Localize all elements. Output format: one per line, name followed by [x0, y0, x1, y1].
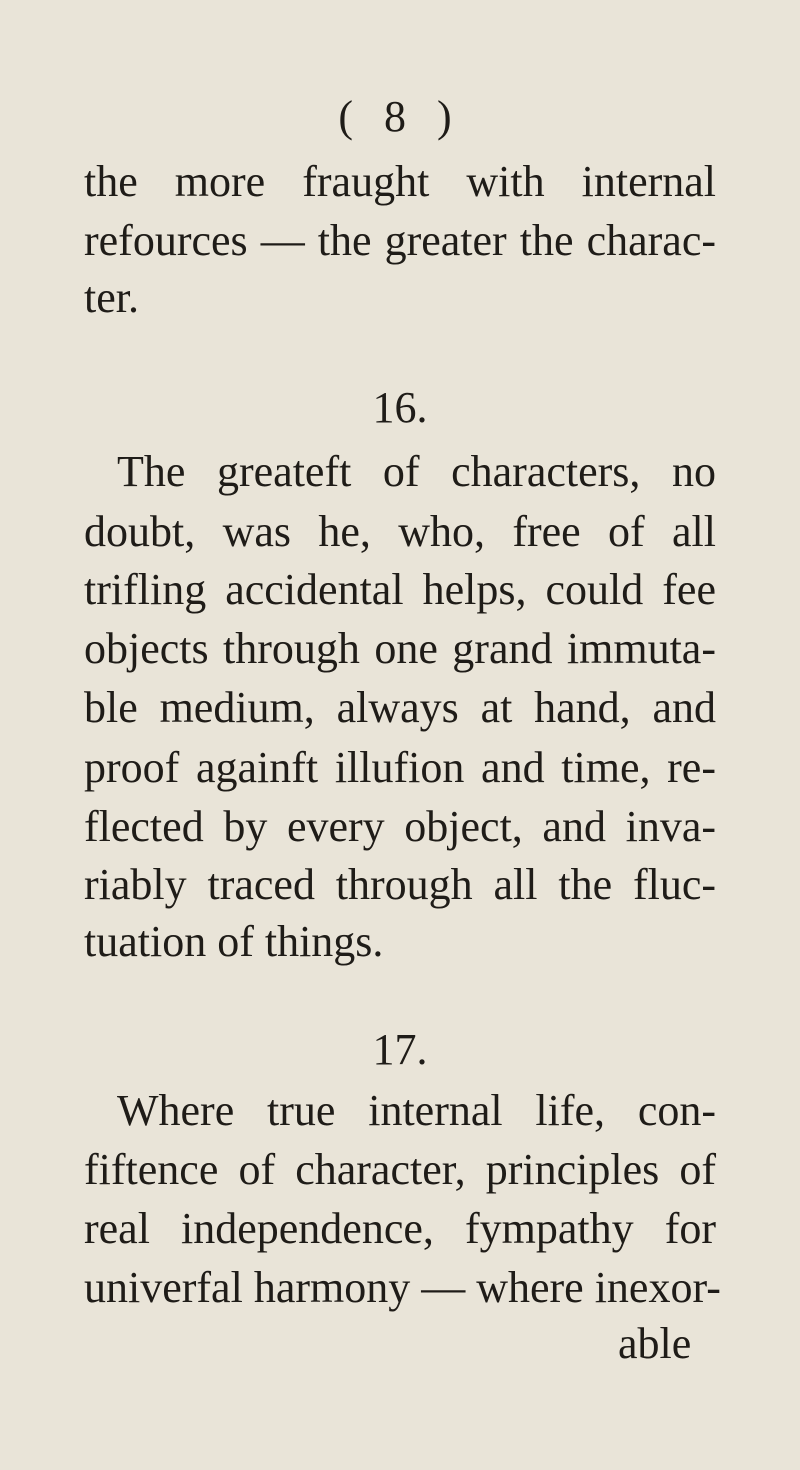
text-line: riably traced through all the fluc-: [84, 860, 716, 909]
text-line: objects through one grand immuta-: [84, 624, 716, 673]
text-line: ble medium, always at hand, and: [84, 683, 716, 732]
page-number-header: ( 8 ): [338, 92, 462, 141]
text-line: the more fraught with internal: [84, 157, 716, 206]
text-line: tuation of things.: [84, 917, 384, 966]
text-line: univerfal harmony — where inexor-: [84, 1263, 721, 1312]
text-line: doubt, was he, who, free of all: [84, 507, 716, 556]
text-line: real independence, fympathy for: [84, 1204, 716, 1253]
text-line: ter.: [84, 273, 139, 322]
text-line: Where true internal life, con-: [117, 1086, 716, 1135]
section-number-17: 17.: [372, 1025, 428, 1074]
catchword: able: [618, 1319, 692, 1368]
text-line: The greateft of characters, no: [117, 447, 716, 496]
text-line: proof againft illufion and time, re-: [84, 743, 716, 792]
section-number-16: 16.: [372, 383, 428, 432]
text-line: trifling accidental helps, could fee: [84, 565, 716, 614]
text-line: refources — the greater the charac-: [84, 216, 716, 265]
text-line: flected by every object, and inva-: [84, 802, 716, 851]
text-line: fiftence of character, principles of: [84, 1145, 716, 1194]
